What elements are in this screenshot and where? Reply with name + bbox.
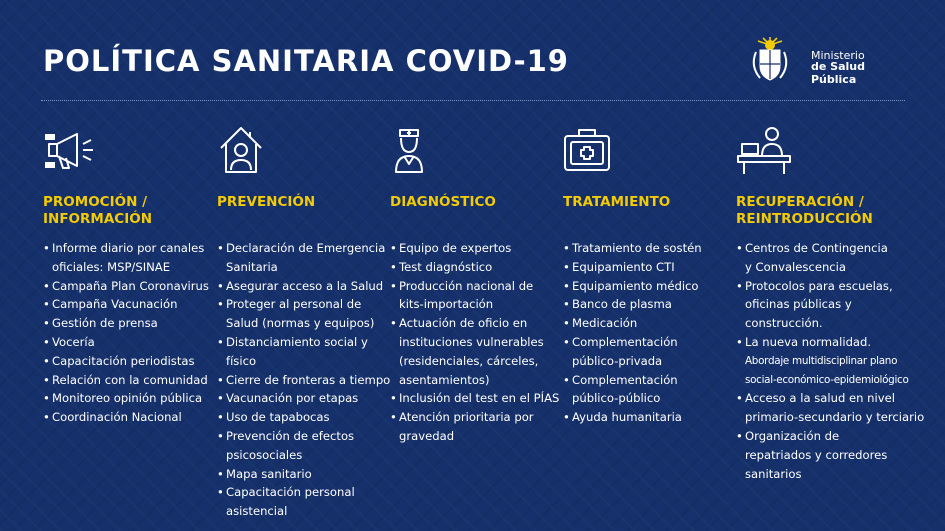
item-list xyxy=(217,239,390,521)
item-list xyxy=(563,239,702,427)
list-item: • Actuación de oficio en xyxy=(390,314,559,333)
list-item: instituciones vulnerables xyxy=(399,334,544,349)
list-item: • Distanciamiento social y xyxy=(217,333,390,352)
list-item: • Uso de tapabocas xyxy=(217,408,390,427)
header-divider xyxy=(41,100,905,101)
list-item: • Prevención de efectos xyxy=(217,427,390,446)
list-item: • Acceso a la salud en nivel xyxy=(736,389,924,408)
list-item: • Protocolos para escuelas, xyxy=(736,277,924,296)
list-item: • Complementación xyxy=(563,371,702,390)
section-heading: PREVENCIÓN xyxy=(217,194,316,210)
list-item: • Cierre de fronteras a tiempo xyxy=(217,371,390,390)
section-heading: TRATAMIENTO xyxy=(563,194,671,210)
list-item: • Equipo de expertos xyxy=(390,239,559,258)
list-item: • Campaña Plan Coronavirus xyxy=(43,277,209,296)
list-item: • Organización de xyxy=(736,427,924,446)
list-item: • Vocería xyxy=(43,333,209,352)
ministry-logo xyxy=(748,36,908,88)
list-item: • Atención prioritaria por xyxy=(390,408,559,427)
list-item: • Complementación xyxy=(563,333,702,352)
list-item: • Capacitación periodistas xyxy=(43,352,209,371)
ministry-name-line2: de Salud Pública xyxy=(811,60,865,86)
list-item: y Convalescencia xyxy=(745,259,846,274)
list-item: • Tratamiento de sostén xyxy=(563,239,702,258)
column-tratamiento xyxy=(563,122,733,425)
list-item: (residenciales, cárceles, xyxy=(399,353,539,368)
item-list xyxy=(736,239,924,483)
page-title: POLÍTICA SANITARIA COVID-19 xyxy=(43,44,569,78)
megaphone-icon xyxy=(43,122,103,178)
list-item: gravedad xyxy=(399,428,455,443)
list-item: • La nueva normalidad. xyxy=(736,333,924,352)
list-item: psicosociales xyxy=(226,447,303,462)
item-list xyxy=(390,239,559,446)
item-list xyxy=(43,239,209,427)
list-item: Abordaje multidisciplinar plano xyxy=(745,354,898,367)
list-item: • Equipamiento CTI xyxy=(563,258,702,277)
section-heading: DIAGNÓSTICO xyxy=(390,194,496,210)
list-item: • Equipamiento médico xyxy=(563,277,702,296)
medical-kit-icon xyxy=(563,122,623,178)
list-item: público-privada xyxy=(572,353,663,368)
list-item: construcción. xyxy=(745,316,823,331)
list-item: Salud (normas y equipos) xyxy=(226,316,375,331)
list-item: repatriados y corredores xyxy=(745,447,888,462)
list-item: asentamientos) xyxy=(399,372,490,387)
list-item: oficinas públicas y xyxy=(745,297,852,312)
worker-desk-icon xyxy=(736,122,796,178)
list-item: físico xyxy=(226,353,257,368)
list-item: • Medicación xyxy=(563,314,702,333)
house-person-icon xyxy=(217,122,277,178)
section-heading: PROMOCIÓN / INFORMACIÓN xyxy=(43,194,153,227)
list-item: • Banco de plasma xyxy=(563,295,702,314)
list-item: • Producción nacional de xyxy=(390,277,559,296)
column-prevencion xyxy=(217,122,391,519)
column-promocion xyxy=(43,122,213,425)
list-item: • Mapa sanitario xyxy=(217,465,390,484)
list-item: • Gestión de prensa xyxy=(43,314,209,333)
coat-of-arms-icon xyxy=(748,36,792,84)
list-item: primario-secundario y terciario xyxy=(745,410,925,425)
list-item: público-público xyxy=(572,391,661,406)
column-diagnostico xyxy=(390,122,560,443)
list-item: • Monitoreo opinión pública xyxy=(43,389,209,408)
list-item: • Relación con la comunidad xyxy=(43,371,209,390)
list-item: • Inclusión del test en el PÍAS xyxy=(390,389,559,408)
list-item: • Vacunación por etapas xyxy=(217,389,390,408)
list-item: • Centros de Contingencia xyxy=(736,239,924,258)
list-item: Sanitaria xyxy=(226,259,278,274)
list-item: • Informe diario por canales xyxy=(43,239,209,258)
nurse-icon xyxy=(390,122,450,178)
list-item: • Capacitación personal xyxy=(217,483,390,502)
list-item: sanitarios xyxy=(745,466,802,481)
list-item: kits-importación xyxy=(399,297,494,312)
ministry-name-line1: Ministerio xyxy=(811,49,865,62)
list-item: social-económico-epidemiológico xyxy=(745,373,909,386)
list-item: • Ayuda humanitaria xyxy=(563,408,702,427)
list-item: asistencial xyxy=(226,504,288,519)
list-item: • Asegurar acceso a la Salud xyxy=(217,277,390,296)
column-recuperacion xyxy=(736,122,925,481)
list-item: • Proteger al personal de xyxy=(217,295,390,314)
section-heading: RECUPERACIÓN / REINTRODUCCIÓN xyxy=(736,194,873,227)
list-item: • Campaña Vacunación xyxy=(43,295,209,314)
list-item: • Test diagnóstico xyxy=(390,258,559,277)
list-item: oficiales: MSP/SINAE xyxy=(52,259,171,274)
list-item: • Coordinación Nacional xyxy=(43,408,209,427)
list-item: • Declaración de Emergencia xyxy=(217,239,390,258)
